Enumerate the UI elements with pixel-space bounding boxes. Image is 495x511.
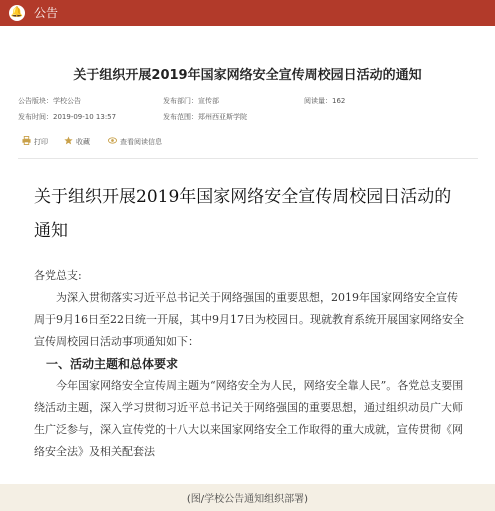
eye-icon [108, 136, 117, 145]
divider [18, 158, 478, 159]
document-title: 关于组织开展2019年国家网络安全宣传周校园日活动的通知 [34, 187, 452, 241]
meta-scope: 发布范围：郑州西亚斯学院 [163, 113, 247, 121]
image-caption: (图/学校公告通知组织部署) [186, 494, 309, 505]
printer-icon [22, 136, 31, 145]
meta-column: 公告版块：学校公告 [18, 97, 81, 105]
print-button[interactable]: 打印 [22, 136, 48, 147]
article-title: 关于组织开展2019年国家网络安全宣传周校园日活动的通知 [73, 68, 422, 83]
top-bar [0, 0, 495, 26]
favorite-button[interactable]: 收藏 [64, 136, 90, 147]
read-info-button[interactable]: 查看阅读信息 [108, 136, 162, 147]
meta-time: 发布时间：2019-09-10 13:57 [18, 113, 117, 121]
meta-publisher: 发布部门：宣传部 [163, 97, 219, 105]
top-bar-title: 公告 [34, 6, 59, 20]
document-body [34, 265, 464, 463]
paragraph-2: 今年国家网络安全宣传周主题为“网络安全为人民，网络安全靠人民”。各党总支要围绕活动主题，深入学习贯彻习近平总书记关于网络强国的重要思想，通过组织动员广大师生广泛参与，深入宣传党的十八大以来国家网络安全工作取得的重大成就，宣传贯彻《网络安全法》及相关配套法 [34, 379, 464, 458]
star-icon [64, 136, 73, 145]
section-heading-1: 一、活动主题和总体要求 [46, 357, 179, 371]
caption-bar [0, 484, 495, 511]
bell-icon: 🔔 [9, 5, 25, 21]
meta-views: 阅读量：162 [304, 97, 346, 105]
paragraph-1: 为深入贯彻落实习近平总书记关于网络强国的重要思想，2019年国家网络安全宣传周于9月16日至22日统一开展，其中9月17日为校园日。现就教育系统开展国家网络安全宣传周校园日活动事项通知如下： [34, 291, 464, 348]
salutation: 各党总支: [34, 269, 82, 282]
